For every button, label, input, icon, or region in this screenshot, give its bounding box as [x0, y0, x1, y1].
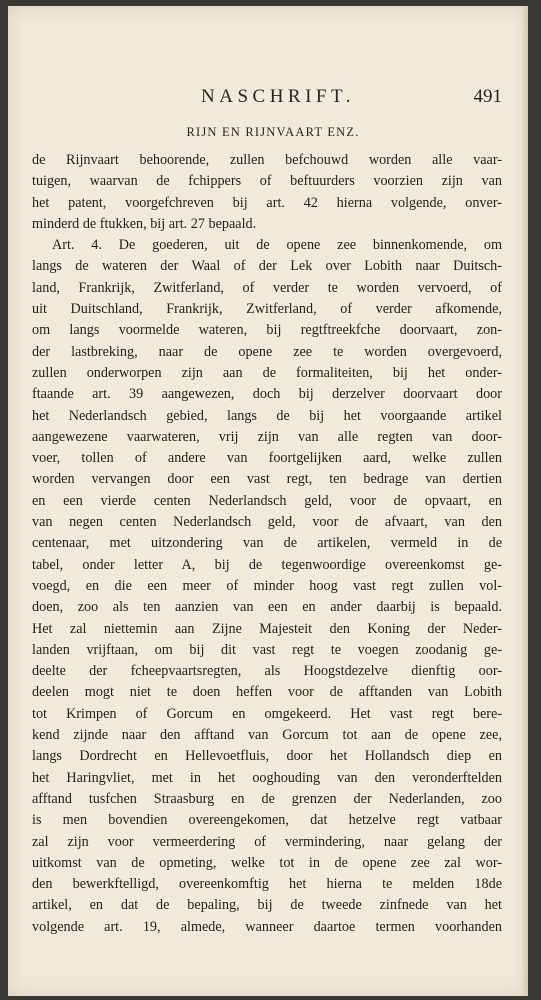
text-line: land, Frankrijk, Zwitferland, of verder te worden vervoerd, of [32, 279, 502, 296]
text-line: voegd, en die een meer of minder hoog vast regt zullen vol- [32, 577, 502, 594]
text-line: afftand tusfchen Straasburg en de grenzen der Nederlanden, zoo [32, 790, 502, 807]
text-line: Art. 4. De goederen, uit de opene zee binnenkomende, om [52, 237, 502, 254]
text-line: is men bovendien overeengekomen, dat hetzelve regt vatbaar [32, 812, 502, 829]
text-line: Het zal niettemin aan Zijne Majesteit den Koning der Neder- [32, 620, 502, 637]
text-line: het Nederlandsch gebied, langs de bij het voorgaande artikel [32, 407, 502, 424]
text-line: het Haringvliet, met in het ooghouding van den veronderftelden [32, 769, 502, 786]
text-line: volgende art. 19, almede, wanneer daartoe termen voorhanden [32, 918, 502, 935]
text-line: de Rijnvaart behoorende, zullen befchouwd worden alle vaar- [32, 152, 502, 168]
page-number: 491 [473, 86, 502, 107]
text-line: uitkomst van de opmeting, welke tot in de opene zee zal wor- [32, 854, 502, 871]
text-line: aangewezene vaarwateren, vrij zijn van alle regten van door- [32, 428, 502, 445]
text-line: deelte der fcheepvaartsregten, als Hoogstdezelve dienftig oor- [32, 663, 502, 680]
text-line: om langs voormelde wateren, bij regtftreekfche doorvaart, zon- [32, 322, 502, 339]
text-line: der lastbreking, naar de opene zee te worden overgevoerd, [32, 343, 502, 360]
running-header [28, 86, 508, 110]
text-line: langs Dordrecht en Hellevoetfluis, door het Hollandsch diep en [32, 748, 502, 765]
running-title: NASCHRIFT. [201, 86, 355, 107]
text-line: landen vrijftaan, om bij dit vast regt te voegen zoodanig ge- [32, 641, 502, 658]
text-line: doen, zoo als ten aanzien van een en ander daarbij is bepaald. [32, 599, 502, 616]
text-line: ftaande art. 39 aangewezen, doch bij derzelver doorvaart door [32, 386, 502, 403]
text-line: tabel, onder letter A, bij de tegenwoordige overeenkomst ge- [32, 556, 502, 573]
text-line: en een vierde centen Nederlandsch geld, voor de opvaart, en [32, 492, 502, 509]
text-line: tot Krimpen of Gorcum en omgekeerd. Het vast regt bere- [32, 705, 502, 722]
text-line: zullen onderworpen zijn aan de formaliteiten, bij het onder- [32, 364, 502, 381]
text-line: minderd de ftukken, bij art. 27 bepaald. [32, 215, 257, 232]
body-text [32, 150, 502, 938]
section-subheading: RIJN EN RIJNVAART ENZ. [186, 125, 360, 139]
text-line: voer, tollen of andere van foortgelijken aard, welke zullen [32, 450, 502, 467]
text-line: zal zijn voor vermeerdering of vermindering, naar gelang der [32, 833, 502, 850]
text-line: den bewerkftelligd, overeenkomftig het hierna te melden 18de [32, 876, 502, 893]
text-line: deelen mogt niet te doen heffen voor de afftanden van Lobith [32, 684, 502, 701]
text-line: tuigen, waarvan de fchippers of beftuurders voorzien zijn van [32, 173, 502, 190]
text-line: kend zijnde naar den afftand van Gorcum tot aan de opene zee, [32, 727, 502, 744]
book-page [8, 6, 528, 996]
text-line: van negen centen Nederlandsch geld, voor de afvaart, van den [32, 514, 502, 531]
text-line: het patent, voorgefchreven bij art. 42 hierna volgende, onver- [32, 194, 502, 211]
page-edge [522, 6, 528, 996]
text-line: uit Duitschland, Frankrijk, Zwitferland, of verder afkomende, [32, 301, 502, 318]
text-line: artikel, en dat de bepaling, bij de tweede zinfnede van het [32, 897, 502, 914]
text-line: centenaar, met uitzondering van de artikelen, vermeld in de [32, 535, 502, 552]
text-line: worden vervangen door een vast regt, ten bedrage van dertien [32, 471, 502, 488]
text-line: langs de wateren der Waal of der Lek over Lobith naar Duitsch- [32, 258, 502, 275]
